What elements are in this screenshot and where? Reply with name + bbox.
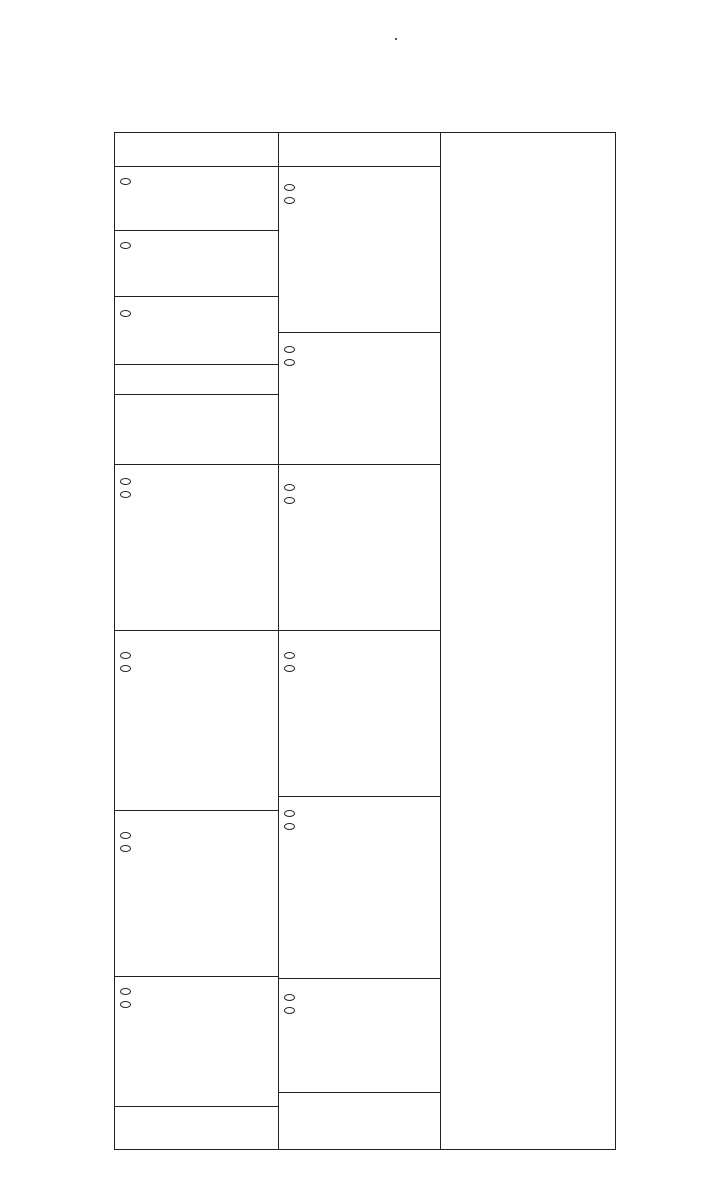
ballot-sheet — [114, 132, 616, 1150]
col1-props-header — [115, 365, 278, 395]
proposition-10 — [279, 979, 440, 1093]
vote-oval[interactable] — [284, 359, 295, 366]
yes-option[interactable] — [284, 810, 435, 817]
no-option[interactable] — [120, 491, 273, 498]
timing-marks-top — [116, 120, 616, 130]
vote-both-sides — [279, 1107, 440, 1139]
yes-option[interactable] — [284, 346, 435, 353]
yes-option[interactable] — [284, 994, 435, 1001]
vote-oval[interactable] — [120, 491, 131, 498]
proposition-5 — [279, 167, 440, 333]
vote-oval[interactable] — [284, 184, 295, 191]
candidate-option[interactable] — [120, 178, 273, 185]
proposition-2 — [115, 631, 278, 811]
vote-oval[interactable] — [284, 823, 295, 830]
proposition-9 — [279, 797, 440, 979]
proposition-3 — [115, 811, 278, 977]
vote-oval[interactable] — [120, 310, 131, 317]
vote-oval[interactable] — [284, 346, 295, 353]
race-county-treasurer — [115, 167, 278, 231]
proposition-4 — [115, 977, 278, 1107]
yes-option[interactable] — [120, 832, 273, 839]
vote-oval[interactable] — [284, 665, 295, 672]
no-option[interactable] — [120, 845, 273, 852]
no-option[interactable] — [120, 665, 273, 672]
ballot-column-2 — [279, 133, 441, 1149]
proposition-6 — [279, 333, 440, 465]
vote-oval[interactable] — [284, 497, 295, 504]
yes-option[interactable] — [284, 184, 435, 191]
yes-option[interactable] — [284, 484, 435, 491]
proposition-8 — [279, 631, 440, 797]
no-option[interactable] — [284, 665, 435, 672]
yes-option[interactable] — [120, 988, 273, 995]
candidate-option[interactable] — [120, 310, 273, 317]
vote-oval[interactable] — [284, 1007, 295, 1014]
timing-marks-right — [621, 120, 627, 1170]
candidate-option[interactable] — [120, 242, 273, 249]
ballot-column-1 — [115, 133, 279, 1149]
vote-oval[interactable] — [120, 988, 131, 995]
vote-oval[interactable] — [120, 652, 131, 659]
ballot-footer — [114, 1138, 616, 1150]
vote-oval[interactable] — [284, 484, 295, 491]
no-option[interactable] — [284, 1007, 435, 1014]
no-option[interactable] — [284, 823, 435, 830]
scan-speck — [395, 38, 397, 40]
proposition-7 — [279, 465, 440, 631]
vote-oval[interactable] — [120, 178, 131, 185]
vote-oval[interactable] — [120, 832, 131, 839]
no-option[interactable] — [120, 1001, 273, 1008]
yes-option[interactable] — [120, 652, 273, 659]
instruction-note — [115, 395, 278, 465]
race-county-chair — [115, 297, 278, 365]
vote-oval[interactable] — [120, 845, 131, 852]
race-justice-of-the-peace — [115, 231, 278, 297]
props-header — [279, 133, 440, 167]
timing-marks-left — [97, 120, 103, 1170]
yes-option[interactable] — [120, 478, 273, 485]
no-option[interactable] — [284, 497, 435, 504]
vote-oval[interactable] — [120, 665, 131, 672]
no-option[interactable] — [284, 359, 435, 366]
ballot-column-3 — [441, 133, 617, 1149]
proposition-1 — [115, 465, 278, 631]
vote-oval[interactable] — [120, 1001, 131, 1008]
vote-oval[interactable] — [284, 197, 295, 204]
county-header — [115, 133, 278, 167]
vote-oval[interactable] — [284, 810, 295, 817]
vote-oval[interactable] — [120, 242, 131, 249]
no-option[interactable] — [284, 197, 435, 204]
vote-oval[interactable] — [120, 478, 131, 485]
vote-oval[interactable] — [284, 994, 295, 1001]
vote-oval[interactable] — [284, 652, 295, 659]
yes-option[interactable] — [284, 652, 435, 659]
